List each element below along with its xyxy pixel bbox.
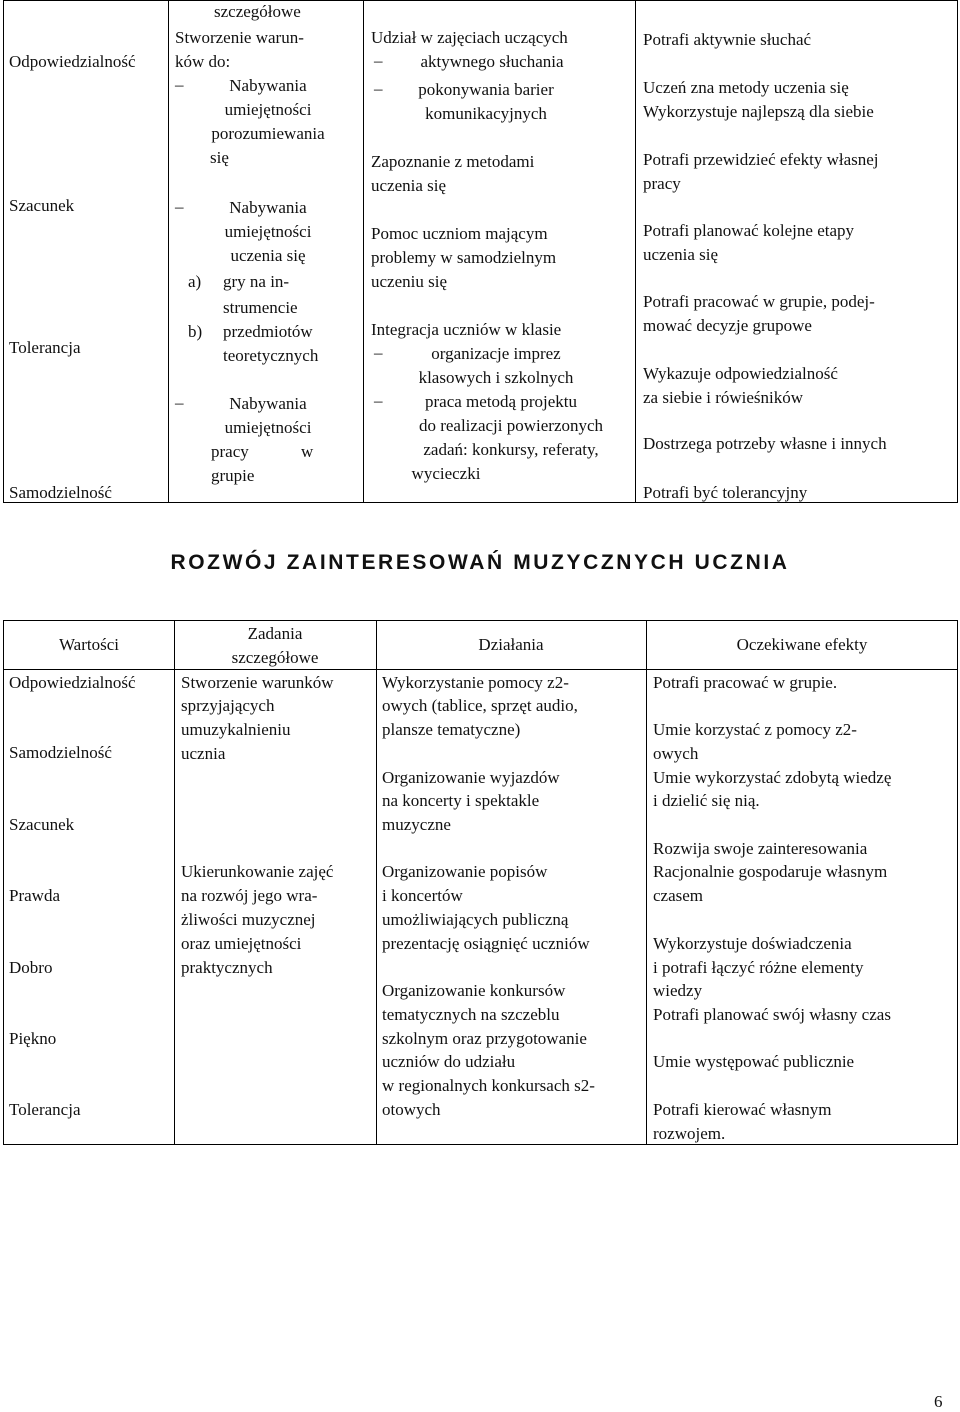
sub-marker-a: a)	[188, 272, 202, 291]
effect-item: czasem	[653, 886, 704, 905]
action-sub: organizacje imprez	[431, 344, 561, 363]
dash-marker: –	[175, 197, 184, 216]
task-item-3: umiejętności	[224, 418, 312, 437]
dash-marker: –	[374, 51, 383, 70]
task-item: Stworzenie warunków	[181, 673, 334, 692]
effect-item: Potrafi planować kolejne etapy	[643, 221, 855, 240]
tasks-intro: ków do:	[175, 52, 231, 71]
effect-item: Potrafi kierować własnym	[653, 1100, 832, 1119]
effect-item: Wykazuje odpowiedzialność	[643, 364, 838, 383]
task-item-3: pracy	[211, 442, 249, 461]
action-item: owych (tablice, sprzęt audio,	[382, 696, 578, 715]
action-item: muzyczne	[382, 815, 451, 834]
header-values: Wartości	[59, 635, 119, 654]
action-sub: wycieczki	[411, 464, 481, 483]
value-label: Odpowiedzialność	[9, 673, 136, 692]
effect-item: Wykorzystuje doświadczenia	[653, 934, 852, 953]
task-item-3: Nabywania	[229, 394, 307, 413]
value-label: Dobro	[9, 958, 53, 977]
dash-marker: –	[175, 75, 184, 94]
action-item: otowych	[382, 1100, 441, 1119]
value-label: Tolerancja	[9, 338, 81, 357]
tasks-header-tail: szczegółowe	[214, 2, 301, 21]
effect-item: Umie występować publicznie	[653, 1052, 855, 1071]
task-item-1: się	[210, 148, 229, 167]
action-item-4: Integracja uczniów w klasie	[371, 320, 562, 339]
action-item: Organizowanie wyjazdów	[382, 768, 560, 787]
task-item: na rozwój jego wra-	[181, 886, 318, 905]
action-item-3: problemy w samodzielnym	[371, 248, 557, 267]
task-item-3: grupie	[211, 466, 255, 485]
header-effects: Oczekiwane efekty	[736, 635, 868, 654]
effect-item: Wykorzystuje najlepszą dla siebie	[643, 102, 874, 121]
task-sub-b: teoretycznych	[223, 346, 319, 365]
action-item: na koncerty i spektakle	[382, 791, 540, 810]
action-item-1: Udział w zajęciach uczących	[371, 28, 568, 47]
effect-item: pracy	[643, 174, 681, 193]
header-tasks: szczegółowe	[231, 648, 319, 667]
action-item: szkolnym oraz przygotowanie	[382, 1029, 587, 1048]
effect-item: i dzielić się nią.	[653, 791, 760, 810]
action-sub: klasowych i szkolnych	[418, 368, 574, 387]
action-item: umożliwiających publiczną	[382, 910, 569, 929]
action-item: tematycznych na szczeblu	[382, 1005, 560, 1024]
action-sub: komunikacyjnych	[425, 104, 547, 123]
page-number: 6	[934, 1392, 943, 1411]
effect-item: za siebie i rówieśników	[643, 388, 804, 407]
action-sub: aktywnego słuchania	[420, 52, 564, 71]
task-item-2: umiejętności	[224, 222, 312, 241]
action-item-3: Pomoc uczniom mającym	[371, 224, 548, 243]
effect-item: Potrafi aktywnie słuchać	[643, 30, 812, 49]
tasks-intro: Stworzenie warun-	[175, 28, 304, 47]
action-item-3: uczeniu się	[371, 272, 447, 291]
task-item: Ukierunkowanie zajęć	[181, 862, 334, 881]
action-item: i koncertów	[382, 886, 463, 905]
action-item: uczniów do udziału	[382, 1052, 516, 1071]
effect-item: Potrafi pracować w grupie.	[653, 673, 838, 692]
task-item: praktycznych	[181, 958, 273, 977]
effect-item: wiedzy	[653, 981, 703, 1000]
action-item: prezentację osiągnięć uczniów	[382, 934, 590, 953]
task-sub-a: strumencie	[223, 298, 298, 317]
effect-item: Dostrzega potrzeby własne i innych	[643, 434, 887, 453]
task-item-2: Nabywania	[229, 198, 307, 217]
action-item: Wykorzystanie pomocy z2-	[382, 673, 569, 692]
value-label: Odpowiedzialność	[9, 52, 136, 71]
value-label: Prawda	[9, 886, 60, 905]
task-sub-a: gry na in-	[223, 272, 290, 291]
task-item: umuzykalnieniu	[181, 720, 291, 739]
header-actions: Działania	[478, 635, 544, 654]
sub-marker-b: b)	[188, 322, 203, 341]
effect-item: Umie korzystać z pomocy z2-	[653, 720, 857, 739]
value-label: Szacunek	[9, 196, 75, 215]
task-item-1: umiejętności	[224, 100, 312, 119]
task-sub-b: przedmiotów	[223, 322, 313, 341]
action-sub: praca metodą projektu	[425, 392, 577, 411]
action-item: Organizowanie konkursów	[382, 981, 566, 1000]
value-label: Samodzielność	[9, 743, 112, 762]
dash-marker: –	[374, 391, 383, 410]
effect-item: Racjonalnie gospodaruje własnym	[653, 862, 888, 881]
task-item-3: w	[301, 442, 314, 461]
effect-item: Rozwija swoje zainteresowania	[653, 839, 868, 858]
action-sub: do realizacji powierzonych	[418, 416, 604, 435]
effect-item: Potrafi planować swój własny czas	[653, 1005, 891, 1024]
task-item: oraz umiejętności	[181, 934, 302, 953]
effect-item: owych	[653, 744, 699, 763]
task-item-2: uczenia się	[230, 246, 306, 265]
dash-marker: –	[374, 343, 383, 362]
effect-item: mować decyzje grupowe	[643, 316, 812, 335]
effect-item: uczenia się	[643, 245, 719, 264]
section-heading: ROZWÓJ ZAINTERESOWAŃ MUZYCZNYCH UCZNIA	[170, 551, 790, 574]
task-item-1: Nabywania	[229, 76, 307, 95]
effect-item: Uczeń zna metody uczenia się	[643, 78, 849, 97]
task-item: ucznia	[181, 744, 226, 763]
task-item-1: porozumiewania	[211, 124, 325, 143]
dash-marker: –	[175, 393, 184, 412]
effect-item: Potrafi pracować w grupie, podej-	[643, 292, 875, 311]
action-item: w regionalnych konkursach s2-	[382, 1076, 595, 1095]
action-item-2: Zapoznanie z metodami	[371, 152, 535, 171]
dash-marker: –	[374, 79, 383, 98]
effect-item: Potrafi przewidzieć efekty własnej	[643, 150, 879, 169]
action-item: plansze tematyczne)	[382, 720, 521, 739]
effect-item: i potrafi łączyć różne elementy	[653, 958, 864, 977]
action-item-2: uczenia się	[371, 176, 447, 195]
action-item: Organizowanie popisów	[382, 862, 548, 881]
task-item: żliwości muzycznej	[181, 910, 316, 929]
task-item: sprzyjających	[181, 696, 275, 715]
effect-item: Umie wykorzystać zdobytą wiedzę	[653, 768, 892, 787]
value-label: Piękno	[9, 1029, 57, 1048]
value-label: Samodzielność	[9, 483, 112, 502]
effect-item: rozwojem.	[653, 1124, 726, 1143]
action-sub: zadań: konkursy, referaty,	[423, 440, 599, 459]
action-sub: pokonywania barier	[418, 80, 554, 99]
effect-item: Potrafi być tolerancyjny	[643, 483, 808, 502]
value-label: Szacunek	[9, 815, 75, 834]
value-label: Tolerancja	[9, 1100, 81, 1119]
header-tasks: Zadania	[247, 624, 303, 643]
